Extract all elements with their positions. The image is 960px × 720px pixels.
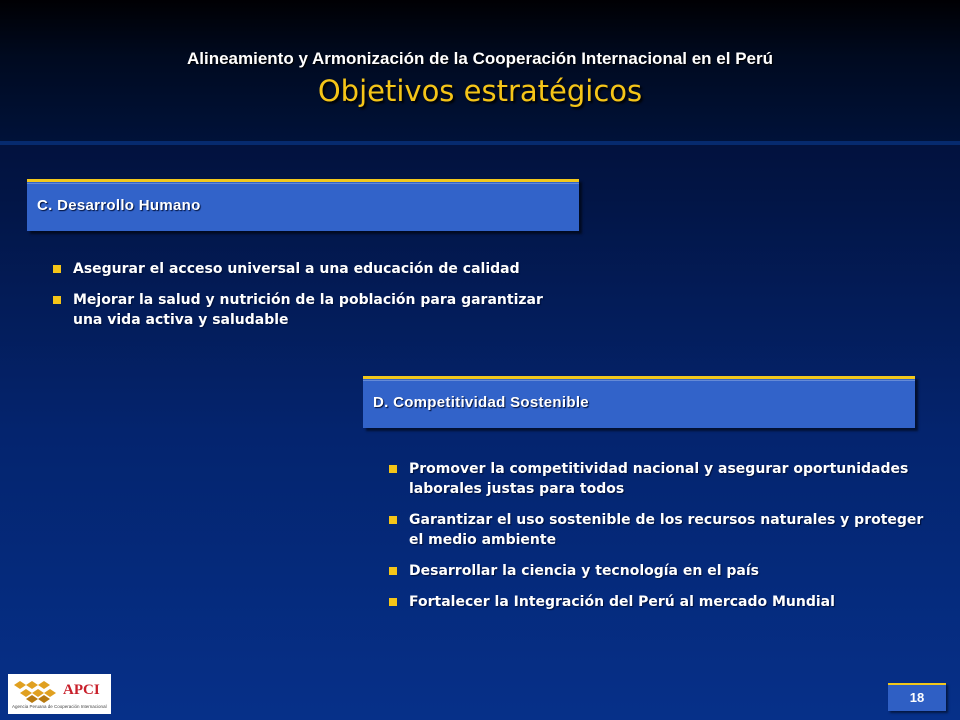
- square-bullet-icon: [389, 598, 397, 606]
- square-bullet-icon: [53, 265, 61, 273]
- bullet-text: Promover la competitividad nacional y asegurar oportunidades laborales justas para todos: [409, 461, 909, 497]
- list-item: [389, 510, 929, 550]
- list-item: [53, 290, 563, 330]
- bullet-text: Mejorar la salud y nutrición de la población para garantizar una vida activa y saludable: [73, 292, 543, 328]
- bullet-list-desarrollo-humano: [53, 259, 563, 341]
- bullet-text: Fortalecer la Integración del Perú al mercado Mundial: [409, 594, 835, 610]
- list-item: [53, 259, 563, 279]
- bullet-text: Asegurar el acceso universal a una educación de calidad: [73, 261, 520, 277]
- apci-logo: [8, 674, 111, 714]
- section-header-desarrollo-humano: [27, 179, 579, 231]
- square-bullet-icon: [389, 465, 397, 473]
- square-bullet-icon: [389, 567, 397, 575]
- logo-name: APCI: [63, 682, 100, 698]
- slide-title: Objetivos estratégicos: [317, 74, 643, 108]
- square-bullet-icon: [389, 516, 397, 524]
- bullet-text: Desarrollar la ciencia y tecnología en el país: [409, 563, 759, 579]
- logo-subtitle: Agencia Peruana de Cooperación Internacional: [12, 704, 107, 709]
- bullet-text: Garantizar el uso sostenible de los recursos naturales y proteger el medio ambiente: [409, 512, 924, 548]
- list-item: [389, 459, 929, 499]
- section-label: C. Desarrollo Humano: [37, 197, 201, 214]
- list-item: [389, 592, 929, 612]
- square-bullet-icon: [53, 296, 61, 304]
- page-number: 18: [888, 683, 946, 711]
- section-label: D. Competitividad Sostenible: [373, 394, 589, 411]
- bullet-list-competitividad-sostenible: [389, 459, 929, 623]
- list-item: [389, 561, 929, 581]
- slide-subtitle: Alineamiento y Armonización de la Cooperación Internacional en el Perú: [186, 49, 773, 68]
- slide-header: [0, 0, 960, 144]
- section-header-competitividad-sostenible: [363, 376, 915, 428]
- apci-emblem-icon: [12, 679, 60, 703]
- header-divider: [0, 141, 960, 145]
